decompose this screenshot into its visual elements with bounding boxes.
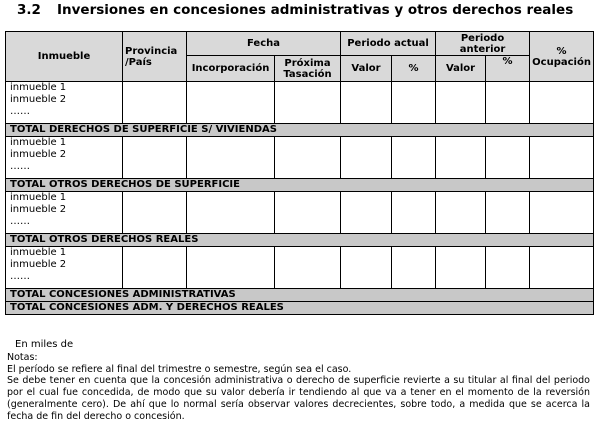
header-inmueble: Inmueble <box>6 32 123 82</box>
total-row <box>6 179 594 192</box>
investments-table <box>5 31 594 315</box>
section-title <box>17 2 573 18</box>
header-proxima-tasacion: Próxima Tasación <box>275 56 341 82</box>
list-item: …… <box>10 161 30 172</box>
list-item: inmueble 2 <box>10 149 67 160</box>
header-pct-anterior: % <box>486 56 530 82</box>
list-item: inmueble 2 <box>10 259 67 270</box>
inmueble-list <box>6 82 123 124</box>
header-periodo-actual: Periodo actual <box>341 32 436 56</box>
table-row <box>6 82 594 124</box>
unit-label: En miles de <box>15 339 74 350</box>
list-item: inmueble 1 <box>10 137 67 148</box>
total-otros-derechos-reales: TOTAL OTROS DERECHOS REALES <box>6 234 594 247</box>
table-row <box>6 137 594 179</box>
notes-label: Notas: <box>7 351 38 363</box>
notes-section <box>7 339 590 423</box>
total-concesiones-y-derechos-reales: TOTAL CONCESIONES ADM. Y DERECHOS REALES <box>6 302 594 315</box>
total-derechos-superficie-viviendas: TOTAL DERECHOS DE SUPERFICIE S/ VIVIENDAS <box>6 124 594 137</box>
header-valor-anterior: Valor <box>436 56 486 82</box>
total-concesiones-administrativas: TOTAL CONCESIONES ADMINISTRATIVAS <box>6 289 594 302</box>
list-item: inmueble 1 <box>10 192 67 203</box>
header-provincia: Provincia /País <box>123 32 187 82</box>
list-item: inmueble 2 <box>10 94 67 105</box>
header-fecha: Fecha <box>187 32 341 56</box>
section-number: 3.2 <box>17 2 41 18</box>
list-item: inmueble 1 <box>10 247 67 258</box>
header-periodo-anterior: Periodo anterior <box>436 32 530 56</box>
grand-total-row <box>6 302 594 315</box>
total-row <box>6 234 594 247</box>
header-valor-actual: Valor <box>341 56 392 82</box>
inmueble-list <box>6 247 123 289</box>
list-item: …… <box>10 106 30 117</box>
total-otros-derechos-superficie: TOTAL OTROS DERECHOS DE SUPERFICIE <box>6 179 594 192</box>
header-ocupacion: % Ocupación <box>530 32 594 82</box>
total-row <box>6 289 594 302</box>
header-incorporacion: Incorporación <box>187 56 275 82</box>
inmueble-list <box>6 137 123 179</box>
inmueble-list <box>6 192 123 234</box>
section-title-text: Inversiones en concesiones administrativas y otros derechos reales <box>57 2 574 18</box>
total-row <box>6 124 594 137</box>
note-line: Se debe tener en cuenta que la concesión administrativa o derecho de superficie revierte a su titular al final del periodo por el cual fue concedida, de modo que su valor debería ir tendiendo al que va a tener en el momento de la reversión (generalmente cero). De ahí que lo normal sería observar valores decrecientes, sobre todo, a medida que se acerca la fecha de fin del derecho o concesión. <box>7 375 590 422</box>
list-item: …… <box>10 271 30 282</box>
table-row <box>6 247 594 289</box>
note-line: El período se refiere al final del trimestre o semestre, según sea el caso. <box>7 363 352 375</box>
header-pct-actual: % <box>392 56 436 82</box>
list-item: inmueble 1 <box>10 82 67 93</box>
list-item: …… <box>10 216 30 227</box>
list-item: inmueble 2 <box>10 204 67 215</box>
table-row <box>6 192 594 234</box>
